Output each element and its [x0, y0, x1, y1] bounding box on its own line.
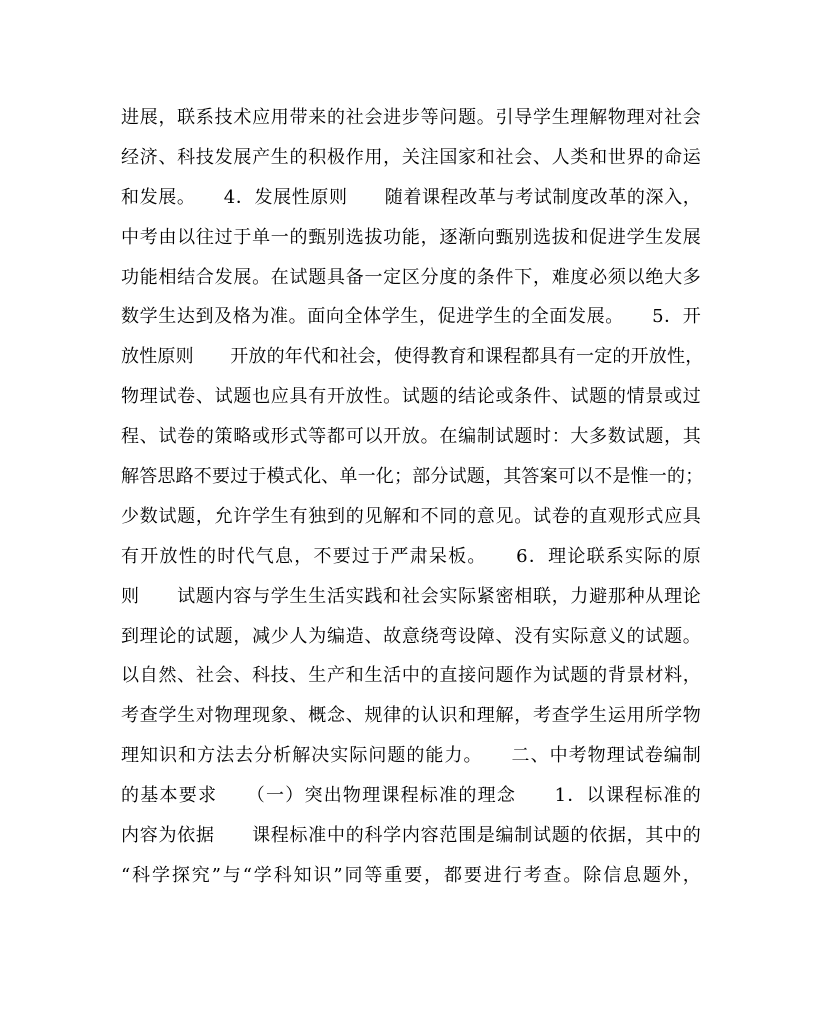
text-line: 放性原则 开放的年代和社会，使得教育和课程都具有一定的开放性，: [121, 346, 704, 368]
text-line: 程、试卷的策略或形式等都可以开放。在编制试题时：大多数试题，其: [121, 426, 701, 448]
body-text: [121, 98, 704, 896]
text-line: 少数试题，允许学生有独到的见解和不同的意见。试卷的直观形式应具: [121, 505, 701, 527]
text-line: “科学探究”与“学科知识”同等重要，都要进行考查。除信息题外，: [121, 864, 701, 886]
text-line: 功能相结合发展。在试题具备一定区分度的条件下，难度必须以绝大多: [121, 266, 701, 288]
text-line: 有开放性的时代气息，不要过于严肃呆板。 6．理论联系实际的原: [121, 545, 701, 567]
text-line: 以自然、社会、科技、生产和生活中的直接问题作为试题的背景材料，: [121, 665, 701, 687]
text-line: 考查学生对物理现象、概念、规律的认识和理解，考查学生运用所学物: [121, 705, 701, 727]
text-line: 内容为依据 课程标准中的科学内容范围是编制试题的依据，其中的: [121, 825, 701, 847]
text-line: 的基本要求 （一）突出物理课程标准的理念 1．以课程标准的: [121, 785, 701, 807]
text-line: 物理试卷、试题也应具有开放性。试题的结论或条件、试题的情景或过: [121, 386, 701, 408]
text-line: 则 试题内容与学生生活实践和社会实际紧密相联，力避那种从理论: [121, 585, 701, 607]
text-line: 中考由以往过于单一的甄别选拔功能，逐渐向甄别选拔和促进学生发展: [121, 226, 701, 248]
text-line: 进展，联系技术应用带来的社会进步等问题。引导学生理解物理对社会: [121, 107, 701, 128]
text-line: 理知识和方法去分析解决实际问题的能力。 二、中考物理试卷编制: [121, 745, 701, 767]
text-line: 数学生达到及格为准。面向全体学生，促进学生的全面发展。 5．开: [121, 306, 701, 328]
text-line: 到理论的试题，减少人为编造、故意绕弯设障、没有实际意义的试题。: [121, 625, 701, 647]
text-line: 和发展。 4．发展性原则 随着课程改革与考试制度改革的深入，: [121, 186, 701, 208]
text-line: 经济、科技发展产生的积极作用，关注国家和社会、人类和世界的命运: [121, 146, 701, 168]
text-line: 解答思路不要过于模式化、单一化；部分试题，其答案可以不是惟一的；: [121, 466, 704, 488]
